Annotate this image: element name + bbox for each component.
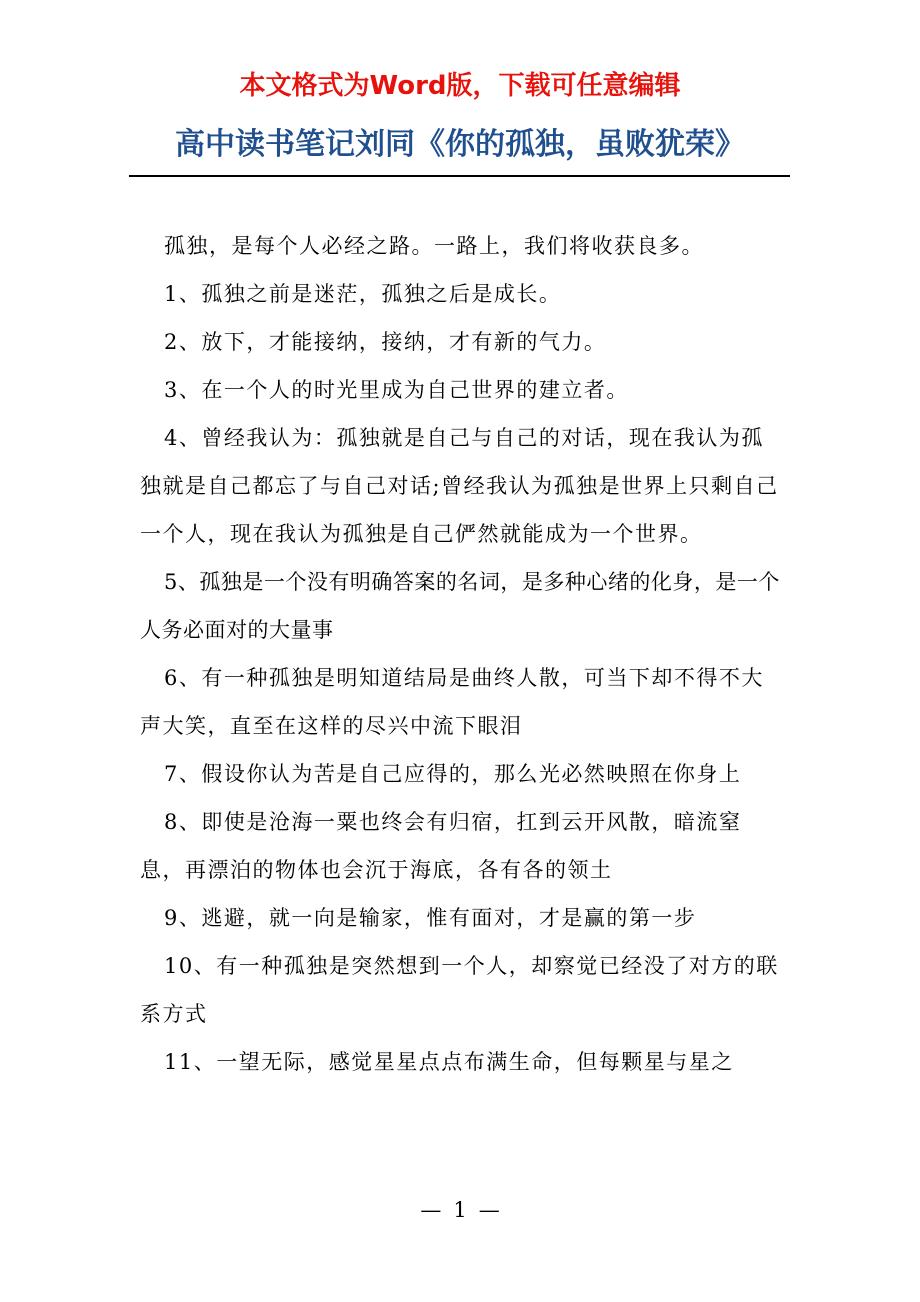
- paragraph-1: 1、孤独之前是迷茫，孤独之后是成长。: [164, 282, 562, 306]
- paragraph-intro: 孤独，是每个人必经之路。一路上，我们将收获良多。: [164, 234, 704, 258]
- footer-dash-left: —: [420, 1198, 442, 1222]
- download-notice: 本文格式为Word版，下载可任意编辑: [239, 71, 681, 101]
- paragraph-3: 3、在一个人的时光里成为自己世界的建立者。: [164, 378, 629, 402]
- paragraph-2: 2、放下，才能接纳，接纳，才有新的气力。: [164, 330, 607, 354]
- paragraph-9: 9、逃避，就一向是输家，惟有面对，才是赢的第一步: [164, 906, 697, 930]
- paragraph-8: 8、即使是沧海一粟也终会有归宿，扛到云开风散，暗流窒息，再漂泊的物体也会沉于海底，各有各的领土: [140, 810, 742, 882]
- paragraph-6: 6、有一种孤独是明知道结局是曲终人散，可当下却不得不大声大笑，直至在这样的尽兴中流下眼泪: [140, 666, 764, 738]
- paragraph-11: 11、一望无际，感觉星星点点布满生命，但每颗星与星之: [164, 1050, 734, 1074]
- paragraph-5: 5、孤独是一个没有明确答案的名词，是多种心绪的化身，是一个人务必面对的大量事: [140, 570, 780, 642]
- document-body: [140, 222, 782, 1086]
- paragraph-10: 10、有一种孤独是突然想到一个人，却察觉已经没了对方的联系方式: [140, 954, 779, 1026]
- page-number: 1: [453, 1198, 467, 1222]
- page-title: 高中读书笔记刘同《你的孤独，虽败犹荣》: [175, 127, 745, 162]
- title-divider: [129, 175, 790, 177]
- paragraph-4: 4、曾经我认为：孤独就是自己与自己的对话，现在我认为孤独就是自己都忘了与自己对话;曾经我认为孤独是世界上只剩自己一个人，现在我认为孤独是自己俨然就能成为一个世界。: [140, 426, 779, 546]
- footer-dash-right: —: [478, 1198, 500, 1222]
- page-footer: [0, 1192, 920, 1228]
- paragraph-7: 7、假设你认为苦是自己应得的，那么光必然映照在你身上: [164, 762, 742, 786]
